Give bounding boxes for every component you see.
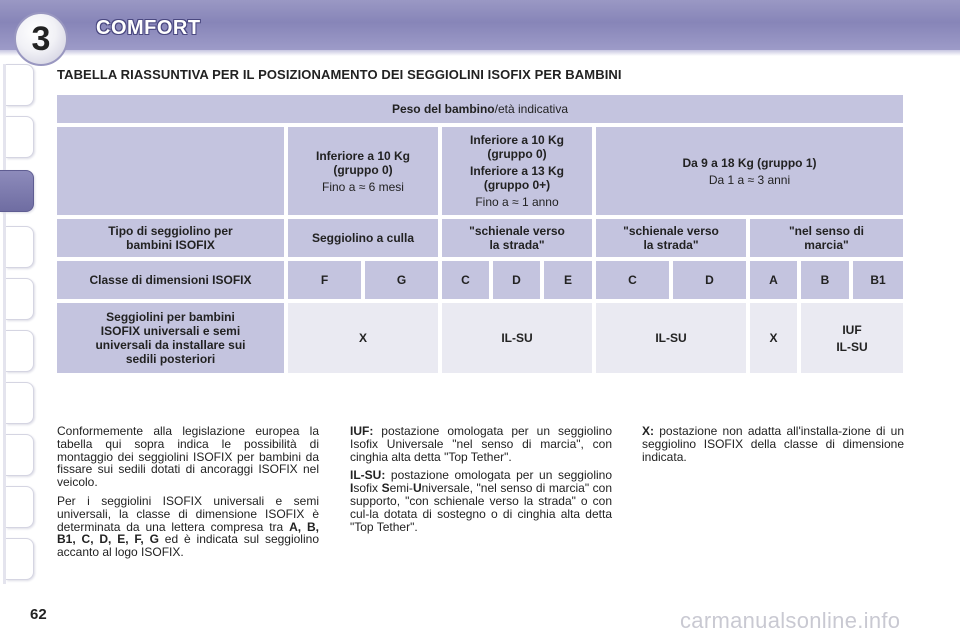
col1-p2-start: Per i seggiolini ISOFIX universali e semi universali, la classe di dimensione ISOFIX è determinata da una lettera compresa tra — [57, 493, 319, 534]
type-1-line-2: la strada" — [489, 238, 545, 252]
corner-cell — [57, 127, 284, 215]
group-cell-0 — [288, 127, 438, 215]
side-tab-9[interactable] — [6, 486, 34, 528]
col2-p1-label: IUF: — [350, 424, 374, 438]
col2-p1-text: postazione omologata per un seggiolino Isofix Universale "nel senso di marcia", con cinghia alta detta "Top Tether". — [350, 424, 612, 464]
class-cell: D — [673, 261, 746, 299]
col1-p2-end: ed è indicata sul seggiolino accanto al logo ISOFIX. — [57, 532, 319, 560]
col2-p2-d: emi- — [389, 481, 413, 496]
type-3-line-1: "nel senso di — [788, 224, 865, 238]
seats-label-2: ISOFIX universali e semi — [100, 324, 241, 338]
group-cell-2 — [596, 127, 903, 215]
type-2-line-2: la strada" — [643, 238, 699, 252]
chapter-title: COMFORT — [96, 17, 201, 39]
col3-text: postazione non adatta all'installa-zione di un seggiolino ISOFIX della classe di dimensione indicata. — [642, 424, 904, 464]
seat-cell-3: X — [750, 303, 797, 373]
side-tab-5[interactable] — [6, 278, 34, 320]
banner-band — [0, 50, 960, 56]
class-cell: F — [288, 261, 361, 299]
chapter-number-badge: 3 — [14, 12, 68, 66]
chapter-side-tabs — [0, 64, 34, 584]
group-1-line-1: Inferiore a 10 Kg — [469, 133, 565, 147]
type-cell-0 — [288, 219, 438, 257]
col3-label: X: — [642, 424, 654, 438]
col2-p2-c: sofix — [353, 481, 382, 496]
side-tab-3-active[interactable] — [0, 170, 34, 212]
seat-cell-1: IL-SU — [442, 303, 592, 373]
group-1-line-3: Inferiore a 13 Kg — [469, 164, 565, 178]
class-cell: A — [750, 261, 797, 299]
col2-p2-label: IL-SU: — [350, 468, 386, 483]
type-3-line-2: marcia" — [804, 238, 849, 252]
type-2-line-1: "schienale verso — [623, 224, 719, 238]
group-cell-1 — [442, 127, 592, 215]
group-0-note: Fino a ≈ 6 mesi — [322, 179, 404, 194]
text-column-3 — [642, 425, 904, 469]
seat-4-line-2: IL-SU — [836, 339, 868, 354]
seats-label-3: universali da installare sui — [95, 338, 246, 352]
col1-paragraph-1: Conformemente alla legislazione europea la tabella qui sopra indica le possibilità di montaggio dei seggiolini ISOFIX per bambini da fissare sui sedili dotati di ancoraggi ISOFIX nel veicolo. — [57, 424, 319, 490]
col1-p2-bold: A, B, B1, C, D, E, F, G — [57, 519, 319, 547]
class-label-cell: Classe di dimensioni ISOFIX — [57, 261, 284, 299]
col1-paragraph-2 — [57, 495, 319, 559]
type-cell-3 — [750, 219, 903, 257]
side-tab-8[interactable] — [6, 434, 34, 476]
text-column-2 — [350, 425, 612, 539]
class-cell: B — [801, 261, 849, 299]
class-cell: E — [544, 261, 592, 299]
type-label-cell — [57, 219, 284, 257]
class-cell: D — [493, 261, 540, 299]
col2-p2-b3: U — [412, 481, 422, 496]
page-heading: TABELLA RIASSUNTIVA PER IL POSIZIONAMENTO DEI SEGGIOLINI ISOFIX PER BAMBINI — [57, 67, 622, 82]
seat-cell-4 — [801, 303, 903, 373]
seats-label-1: Seggiolini per bambini — [106, 310, 235, 324]
watermark: carmanualsonline.info — [680, 608, 901, 633]
weight-header-rest: /età indicativa — [494, 102, 569, 116]
seats-label-4: sedili posteriori — [125, 352, 216, 366]
class-cell: C — [596, 261, 669, 299]
seats-label-cell — [57, 303, 284, 373]
weight-header — [57, 95, 903, 123]
seat-cell-0: X — [288, 303, 438, 373]
class-cell: G — [365, 261, 438, 299]
seat-4-line-1: IUF — [842, 322, 862, 337]
col2-p2-b1: I — [350, 481, 354, 496]
side-tab-10[interactable] — [6, 538, 34, 580]
col2-paragraph-2 — [350, 469, 612, 533]
col2-p2-e: niversale, "nel senso di marcia" con supporto, "con schienale verso la strada" o con cul-la dotata di sostegno o di cinghia alta detta "Top Tether". — [350, 481, 612, 534]
class-cell: C — [442, 261, 489, 299]
page-number: 62 — [30, 606, 47, 623]
group-1-line-4: (gruppo 0+) — [483, 178, 551, 192]
weight-header-bold: Peso del bambino — [391, 102, 495, 116]
type-cell-1 — [442, 219, 592, 257]
side-tab-4[interactable] — [6, 226, 34, 268]
type-1-line-1: "schienale verso — [469, 224, 565, 238]
side-tab-7[interactable] — [6, 382, 34, 424]
col2-paragraph-1 — [350, 425, 612, 463]
group-0-line-1: Inferiore a 10 Kg — [315, 148, 411, 163]
side-tab-1[interactable] — [6, 64, 34, 106]
type-cell-2 — [596, 219, 746, 257]
group-2-note: Da 1 a ≈ 3 anni — [708, 172, 791, 187]
type-label-1: Tipo di seggiolino per — [108, 224, 233, 238]
class-cell: B1 — [853, 261, 903, 299]
group-0-line-2: (gruppo 0) — [333, 162, 393, 177]
group-1-note: Fino a ≈ 1 anno — [475, 195, 559, 209]
type-label-2: bambini ISOFIX — [126, 238, 215, 252]
group-2-line-1: Da 9 a 18 Kg (gruppo 1) — [682, 155, 817, 170]
group-1-line-2: (gruppo 0) — [487, 147, 547, 161]
col2-p2-a: postazione omologata per un seggiolino — [385, 468, 612, 483]
text-column-1 — [57, 425, 319, 565]
col3-paragraph-1 — [642, 425, 904, 463]
type-0-line-1: Seggiolino a culla — [311, 231, 415, 245]
side-tab-6[interactable] — [6, 330, 34, 372]
seat-cell-2: IL-SU — [596, 303, 746, 373]
side-tab-2[interactable] — [6, 116, 34, 158]
col2-p2-b2: S — [381, 481, 390, 496]
